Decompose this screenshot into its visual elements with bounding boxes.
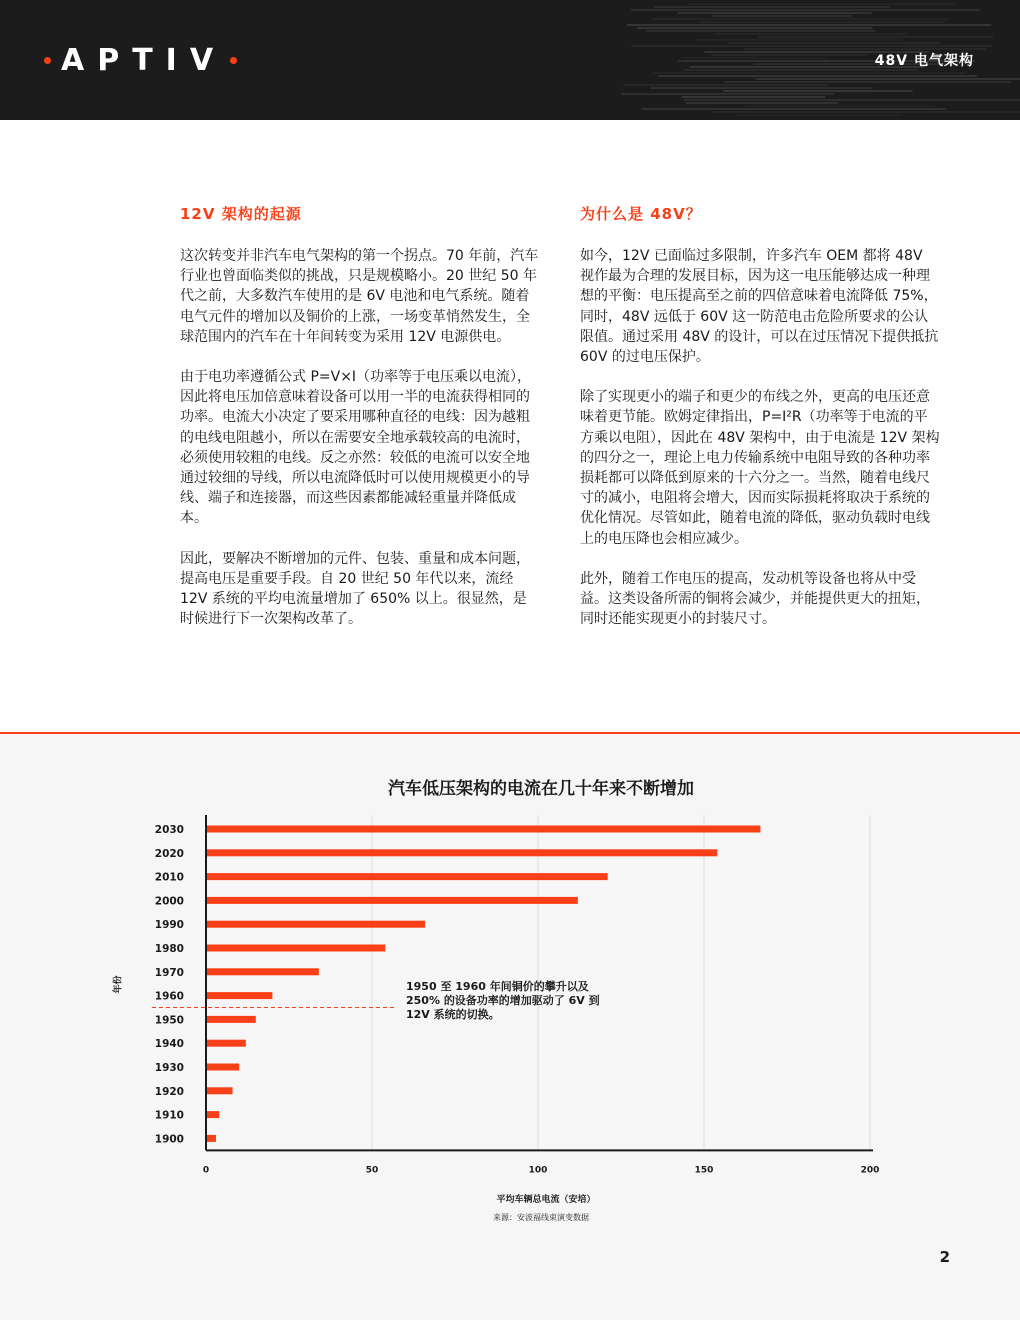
x-tick-label: 150 — [694, 1165, 714, 1176]
right-paragraph-3: 此外，随着工作电压的提高，发动机等设备也将从中受益。这类设备所需的铜将会减少，并能提供更大的扭矩，同时还能实现更小的封装尺寸。 — [580, 570, 930, 628]
left-paragraph-3: 因此，要解决不断增加的元件、包装、重量和成本问题，提高电压是重要手段。自 20 世纪 50 年代以来，流经 12V 系统的平均电流量增加了 650% 以上。很显然，是时候进行下一次架构改革了。 — [180, 550, 530, 628]
right-paragraph-2: 除了实现更小的端子和更少的布线之外，更高的电压还意味着更节能。欧姆定律指出，P=I²R（功率等于电流的平方乘以电阻），因此在 48V 架构中，由于电流是 12V 架构的四分之一，理论上电力传输系统中电阻导致的各种功率损耗都可以降低到原来的十六分之一。当然，随着电线尺寸的减小，电阻将会增大，因而实际损耗将取决于系统的优化情况。尽管如此，随着电流的降低，驱动负载时电线上的电压降也会相应减少。 — [580, 389, 940, 547]
x-tick-label: 200 — [860, 1165, 880, 1176]
left-paragraph-2: 由于电功率遵循公式 P=V×I（功率等于电压乘以电流），因此将电压加倍意味着设备可以用一半的电流获得相同的功率。电流大小决定了要采用哪种直径的电线：因为越粗的电线电阻越小，所以在需要安全地承载较高的电流时，必须使用较粗的电线。反之亦然：较低的电流可以安全地通过较细的导线，所以电流降低时可以使用规模更小的导线、端子和连接器，而这些因素都能减轻重量并降低成本。 — [180, 369, 532, 527]
y-tick-label: 2020 — [154, 847, 184, 860]
y-tick-label: 1980 — [154, 943, 184, 955]
y-tick-label: 1920 — [154, 1085, 184, 1098]
bar — [206, 945, 385, 952]
chart-title: 汽车低压架构的电流在几十年来不断增加 — [388, 779, 694, 799]
y-tick-label: 2000 — [154, 895, 184, 908]
y-tick-label: 1950 — [154, 1014, 184, 1027]
left-paragraph-1: 这次转变并非汽车电气架构的第一个拐点。70 年前，汽车行业也曾面临类似的挑战，只是规模略小。20 世纪 50 年代之前，大多数汽车使用的是 6V 电池和电气系统。随着电气元件的增加以及铜价的上涨，一场变革悄然发生，全球范围内的汽车在十年间转变为采用 12V 电源供电。 — [180, 248, 539, 345]
bar — [206, 1087, 233, 1094]
y-tick-label: 1910 — [154, 1109, 184, 1122]
y-tick-label: 2030 — [154, 824, 184, 836]
y-axis-label: 年份 — [113, 975, 124, 994]
bar — [206, 826, 760, 833]
document-title: 48V 电气架构 — [874, 53, 974, 69]
bar — [206, 1016, 256, 1023]
y-tick-label: 1970 — [154, 966, 184, 979]
right-column — [580, 202, 940, 649]
bar — [206, 1040, 246, 1047]
y-tick-label: 1990 — [154, 919, 184, 932]
bar — [206, 1111, 219, 1118]
x-tick-label: 0 — [202, 1165, 210, 1176]
y-tick-label: 1960 — [154, 990, 184, 1003]
aptiv-logo — [44, 40, 237, 80]
logo-dot-right — [230, 57, 237, 64]
chart-source: 来源：安波福线束演变数据 — [493, 1213, 589, 1222]
x-axis-label: 平均车辆总电流（安培） — [496, 1195, 596, 1205]
right-paragraph-1: 如今，12V 已面临过多限制，许多汽车 OEM 都将 48V 视作最为合理的发展目标，因为这一电压能够达成一种理想的平衡：电压提高至之前的四倍意味着电流降低 75%，同时，48V 远低于 60V 这一防范电击危险所要求的公认限值。通过采用 48V 的设计，可以在过压情况下提供抵抗 60V 的过电压保护。 — [580, 248, 939, 366]
bar — [206, 1135, 216, 1142]
right-heading: 为什么是 48V？ — [580, 205, 702, 223]
page-header — [0, 0, 1020, 120]
logo-text: APTIV — [61, 42, 227, 78]
y-tick-label: 2010 — [154, 871, 184, 884]
bar — [206, 921, 425, 928]
bar — [206, 897, 578, 904]
left-column — [180, 202, 540, 649]
bar-chart — [0, 734, 1020, 1320]
bar — [206, 992, 272, 999]
y-tick-label: 1940 — [154, 1038, 184, 1051]
chart-section — [0, 732, 1020, 1320]
x-tick-label: 50 — [365, 1165, 379, 1176]
x-tick-label: 100 — [528, 1165, 548, 1176]
bar — [206, 968, 319, 975]
y-tick-label: 1930 — [154, 1062, 184, 1074]
logo-dot-left — [44, 57, 51, 64]
bar — [206, 849, 717, 856]
left-heading: 12V 架构的起源 — [180, 205, 302, 223]
y-tick-label: 1900 — [154, 1133, 184, 1146]
bar — [206, 1064, 239, 1071]
chart-annotation: 1950 至 1960 年间铜价的攀升以及 250% 的设备功率的增加驱动了 6V 到 12V 系统的切换。 — [406, 980, 600, 1021]
bar — [206, 873, 608, 880]
page-number: 2 — [939, 1248, 950, 1266]
